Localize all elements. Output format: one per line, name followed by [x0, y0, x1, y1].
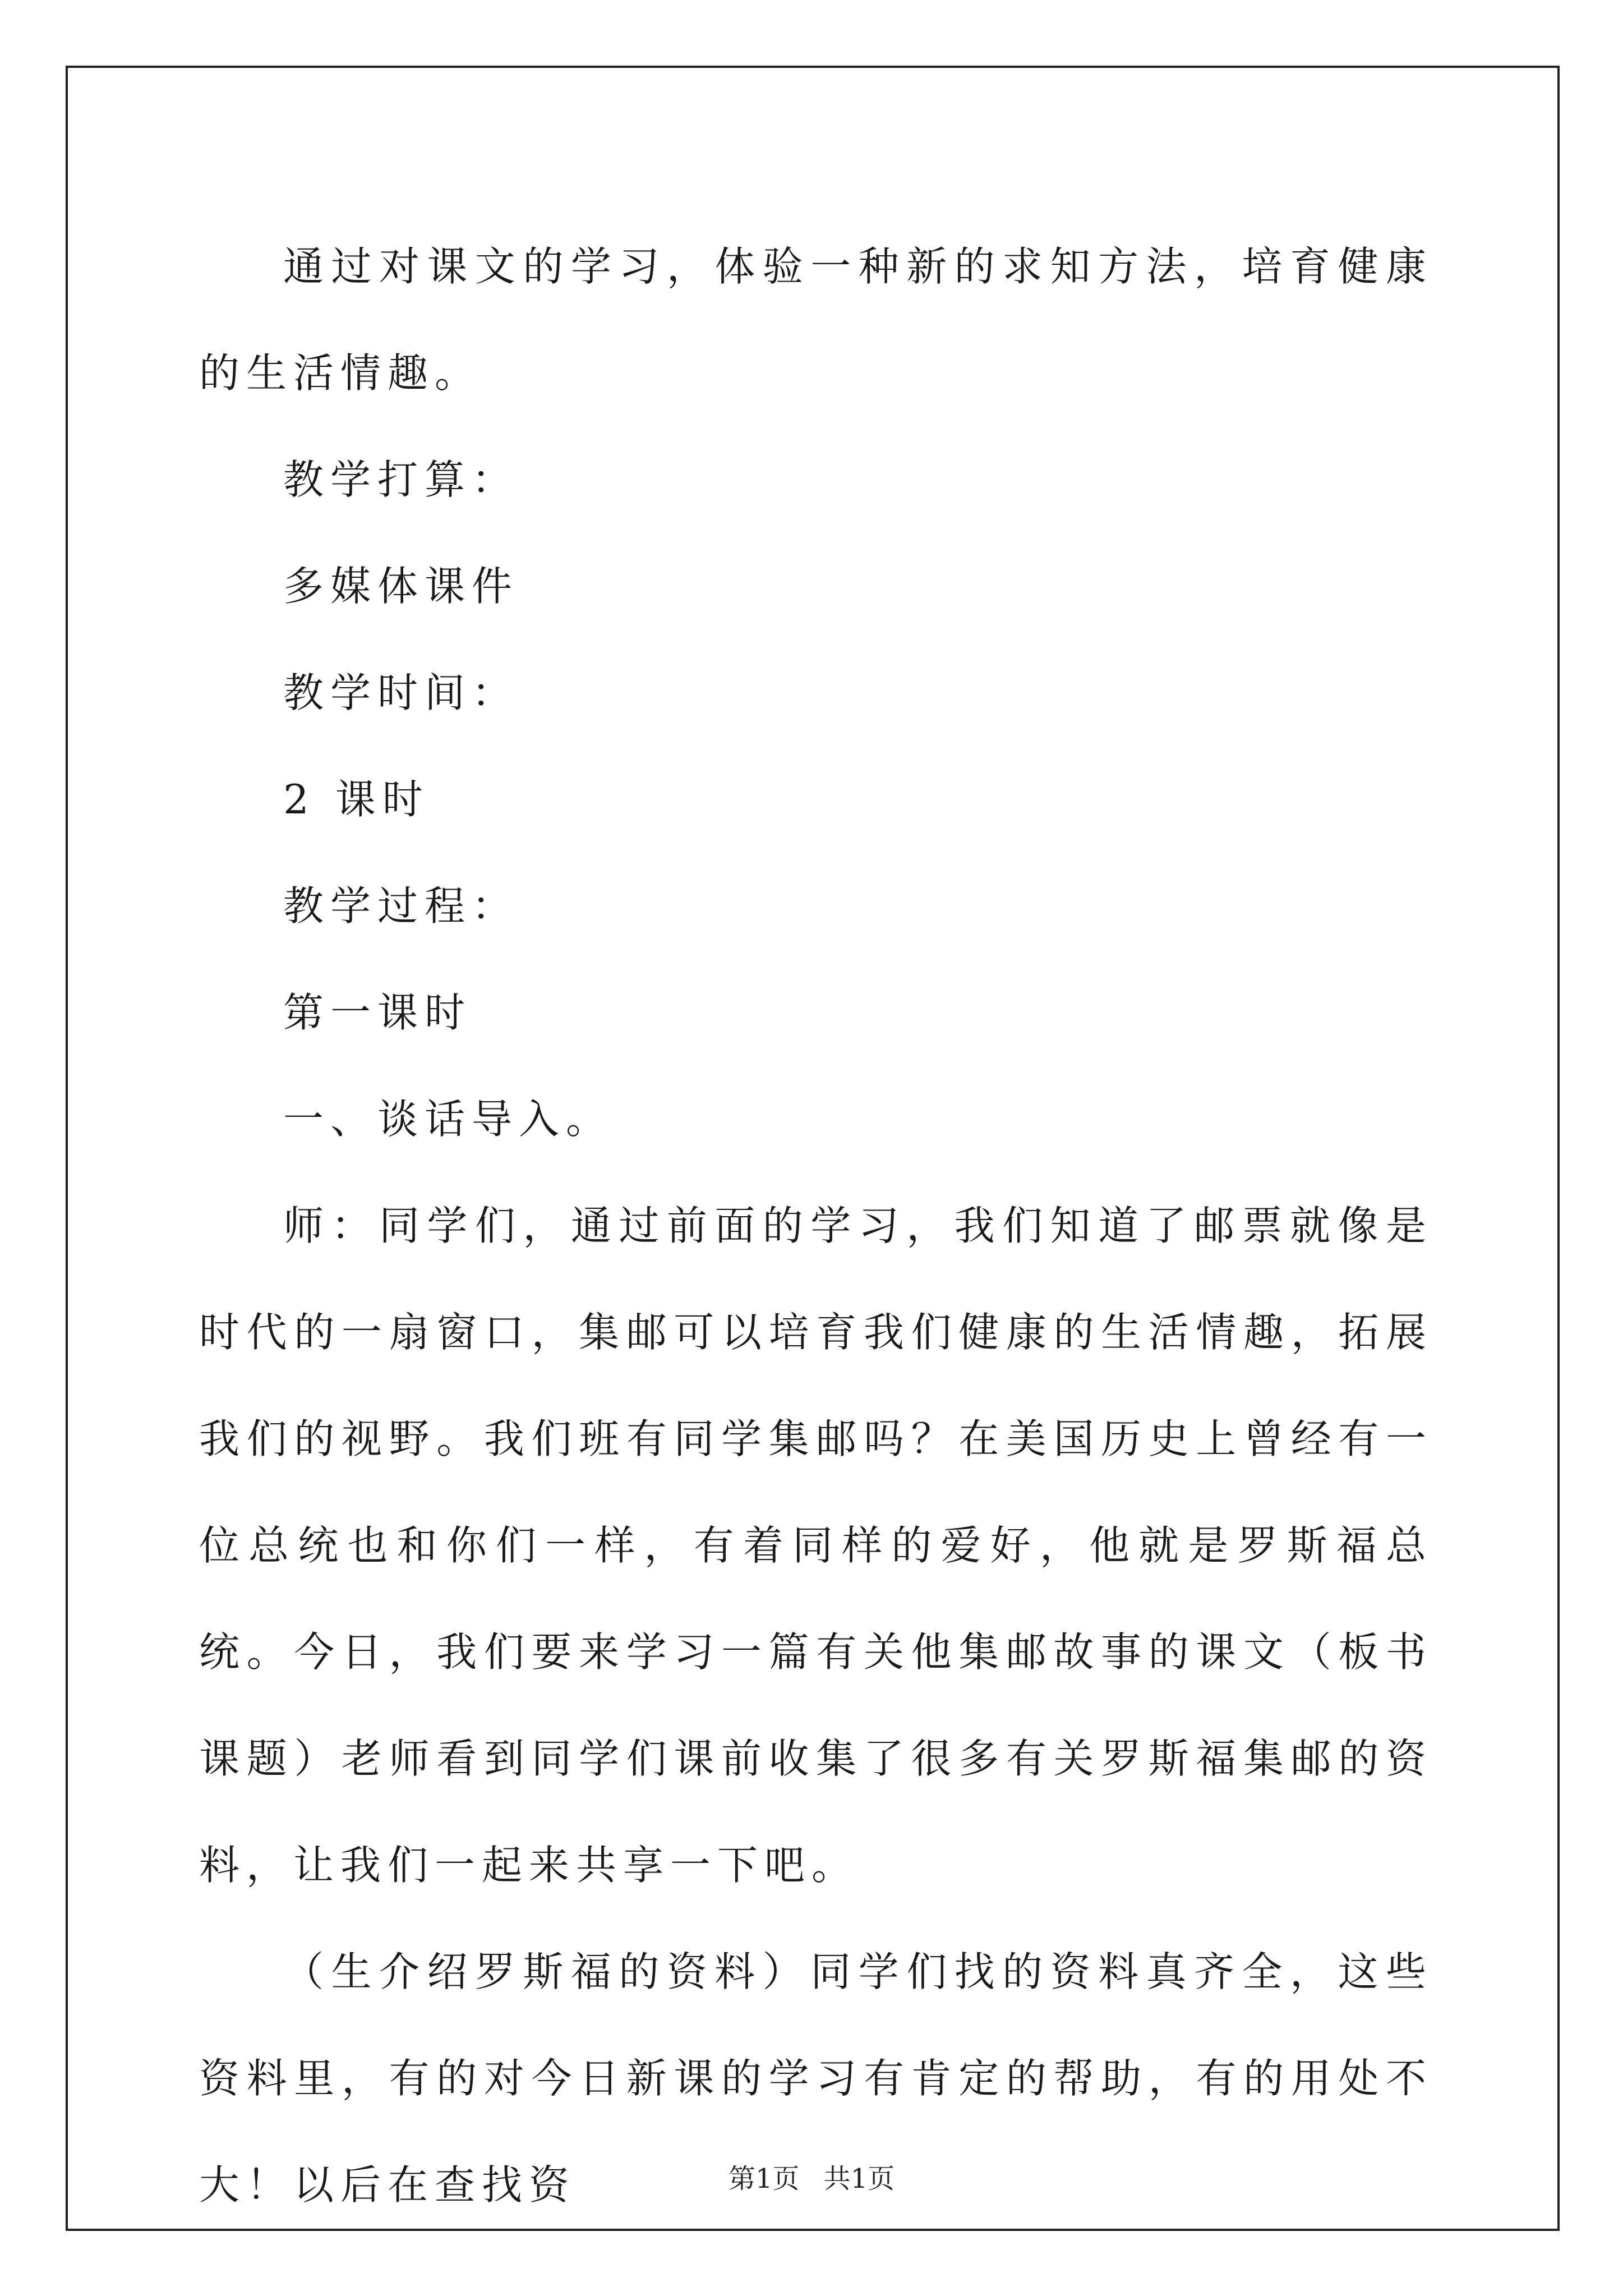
paragraph: 教学过程： — [283, 882, 519, 930]
page-number-current: 第1页 — [728, 2163, 800, 2194]
page-number-total: 共1页 — [823, 2163, 895, 2194]
page-footer — [0, 2157, 1623, 2196]
paragraph: 师：同学们，通过前面的学习，我们知道了邮票就像是时代的一扇窗口，集邮可以培育我们健康的生活情趣，拓展我们的视野。我们班有同学集邮吗？在美国历史上曾经有一位总统也和你们一样，有着同样的爱好，他就是罗斯福总统。今日，我们要来学习一篇有关他集邮故事的课文（板书课题）老师看到同学们课前收集了很多有关罗斯福集邮的资料，让我们一起来共享一下吧。 — [199, 1202, 1433, 1889]
paragraph: 通过对课文的学习，体验一种新的求知方法，培育健康的生活情趣。 — [199, 243, 1433, 397]
paragraph: 一、谈话导入。 — [283, 1096, 614, 1143]
paragraph: 教学打算： — [283, 456, 519, 503]
paragraph: 教学时间： — [283, 669, 519, 716]
paragraph: 多媒体课件 — [283, 563, 519, 610]
paragraph: 第一课时 — [283, 989, 472, 1036]
paragraph: （生介绍罗斯福的资料）同学们找的资料真齐全，这些资料里，有的对今日新课的学习有肯定的帮助，有的用处不大！以后在查找资 — [199, 1948, 1433, 2208]
document-body — [199, 213, 1433, 2238]
paragraph: 2 课时 — [283, 776, 430, 823]
